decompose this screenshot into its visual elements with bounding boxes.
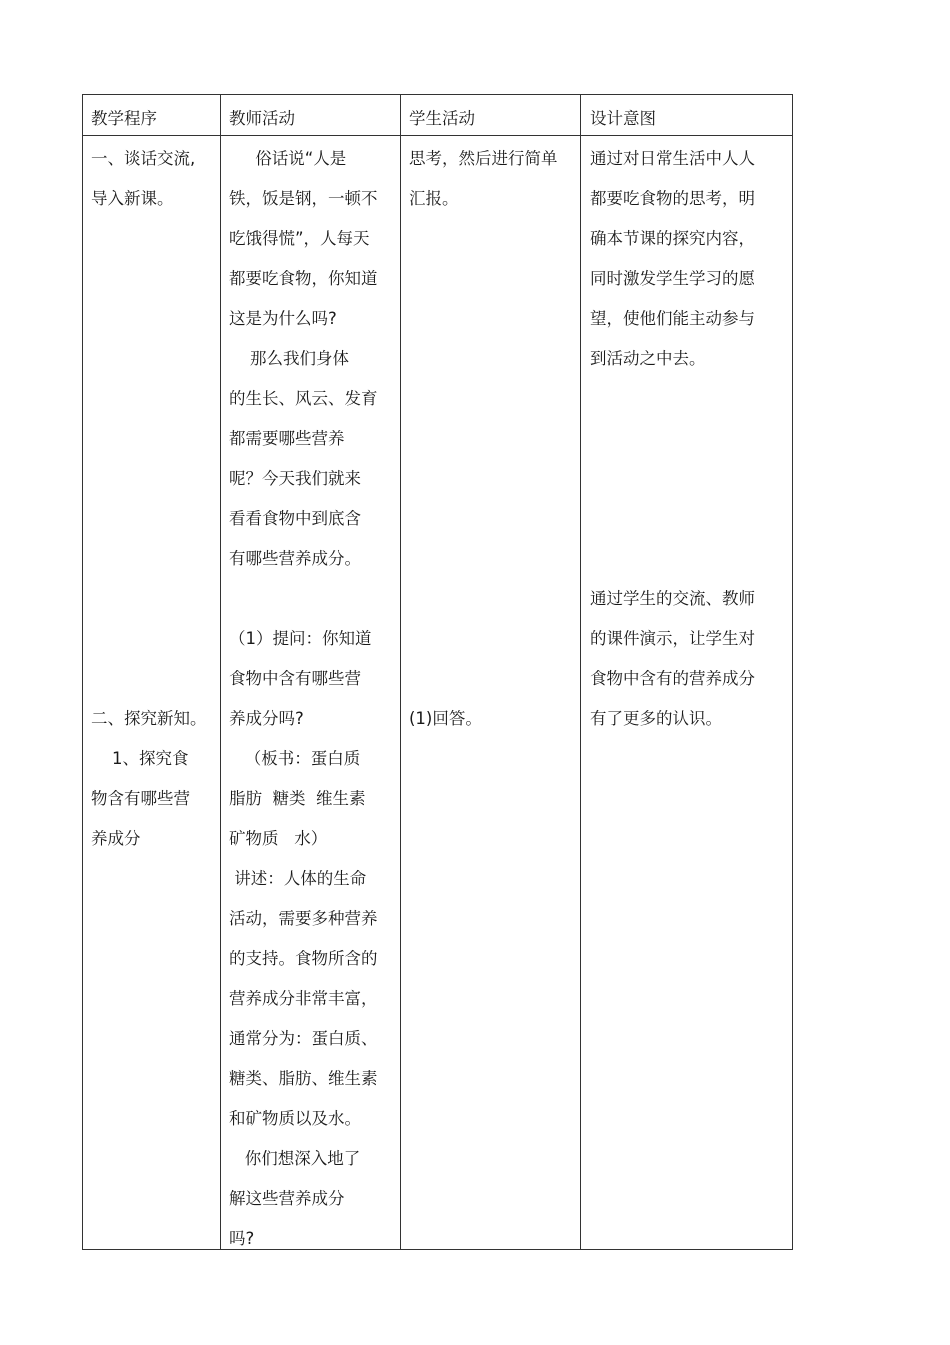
teacher-activity-text-line: 养成分吗? [229,709,304,728]
column-divider-2 [400,95,401,1249]
design-intent-text-line: 的课件演示，让学生对 [590,629,755,648]
teacher-activity-text-line: 呢？今天我们就来 [229,469,361,488]
teacher-activity-text-line: 都需要哪些营养 [229,429,345,448]
teacher-activity-text-line: 解这些营养成分 [229,1189,345,1208]
design-intent-text-line: 通过学生的交流、教师 [590,589,755,608]
teacher-activity-text-line: 糖类、脂肪、维生素 [229,1069,378,1088]
teacher-activity-text-line: （1）提问：你知道 [229,629,372,648]
teacher-activity-text-line: 有哪些营养成分。 [229,549,361,568]
teacher-activity-text-line: 吗? [229,1229,255,1248]
lesson-plan-table [82,94,793,1250]
teacher-activity-text-line: （板书：蛋白质 [229,749,361,768]
procedure-text-line: 物含有哪些营 [91,789,190,808]
procedure-text-line: 1、探究食 [91,749,189,768]
procedure-text-line: 二、探究新知。 [91,709,207,728]
teacher-activity-text-line: 你们想深入地了 [229,1149,361,1168]
teacher-activity-text-line [229,579,378,619]
teacher-activity-text-line: 都要吃食物，你知道 [229,269,378,288]
teacher-activity-text-line: 吃饿得慌”，人每天 [229,229,370,248]
teacher-activity-text-line: 食物中含有哪些营 [229,669,361,688]
header-design-intent: 设计意图 [590,109,656,128]
column-divider-3 [580,95,581,1249]
procedure-text-line: 导入新课。 [91,189,174,208]
teacher-activity-text-line: 和矿物质以及水。 [229,1109,361,1128]
design-intent-text-line: 同时激发学生学习的愿 [590,269,755,288]
procedure-text-line: 一、谈话交流, [91,149,196,168]
teacher-activity-text-line: 俗话说“人是 [229,149,347,168]
teacher-activity-text-line: 那么我们身体 [229,349,349,368]
design-intent-text-line: 到活动之中去。 [590,349,706,368]
teacher-activity-text-line: 看看食物中到底含 [229,509,361,528]
column-divider-1 [220,95,221,1249]
teacher-activity-text-line: 活动，需要多种营养 [229,909,378,928]
header-divider [83,135,792,136]
student-activity-text-line: 思考，然后进行简单 [409,149,558,168]
teacher-activity-text-line: 脂肪 糖类 维生素 [229,789,366,808]
header-teacher-activity: 教师活动 [229,109,295,128]
teacher-activity-text-line: 的生长、风云、发育 [229,389,378,408]
teacher-activity-text-line: 铁，饭是钢，一顿不 [229,189,378,208]
teacher-activity-text-line: 讲述：人体的生命 [229,869,367,888]
design-intent-text-line: 望，使他们能主动参与 [590,309,755,328]
student-activity-text-line: (1)回答。 [409,709,482,728]
student-activity-text-line: 汇报。 [409,189,459,208]
design-intent-text-line: 食物中含有的营养成分 [590,669,755,688]
teacher-activity-text-line: 矿物质 水） [229,829,328,848]
header-student-activity: 学生活动 [409,109,475,128]
teacher-activity-column [229,139,378,1259]
teacher-activity-text-line: 营养成分非常丰富， [229,989,378,1008]
design-intent-text-line: 确本节课的探究内容， [590,229,755,248]
teacher-activity-text-line: 这是为什么吗? [229,309,337,328]
teacher-activity-text-line: 通常分为：蛋白质、 [229,1029,378,1048]
design-intent-text-line: 都要吃食物的思考，明 [590,189,755,208]
design-intent-text-line: 有了更多的认识。 [590,709,722,728]
header-teaching-procedure: 教学程序 [91,109,157,128]
design-intent-text-line: 通过对日常生活中人人 [590,149,755,168]
teacher-activity-text-line: 的支持。食物所含的 [229,949,378,968]
procedure-text-line: 养成分 [91,829,141,848]
